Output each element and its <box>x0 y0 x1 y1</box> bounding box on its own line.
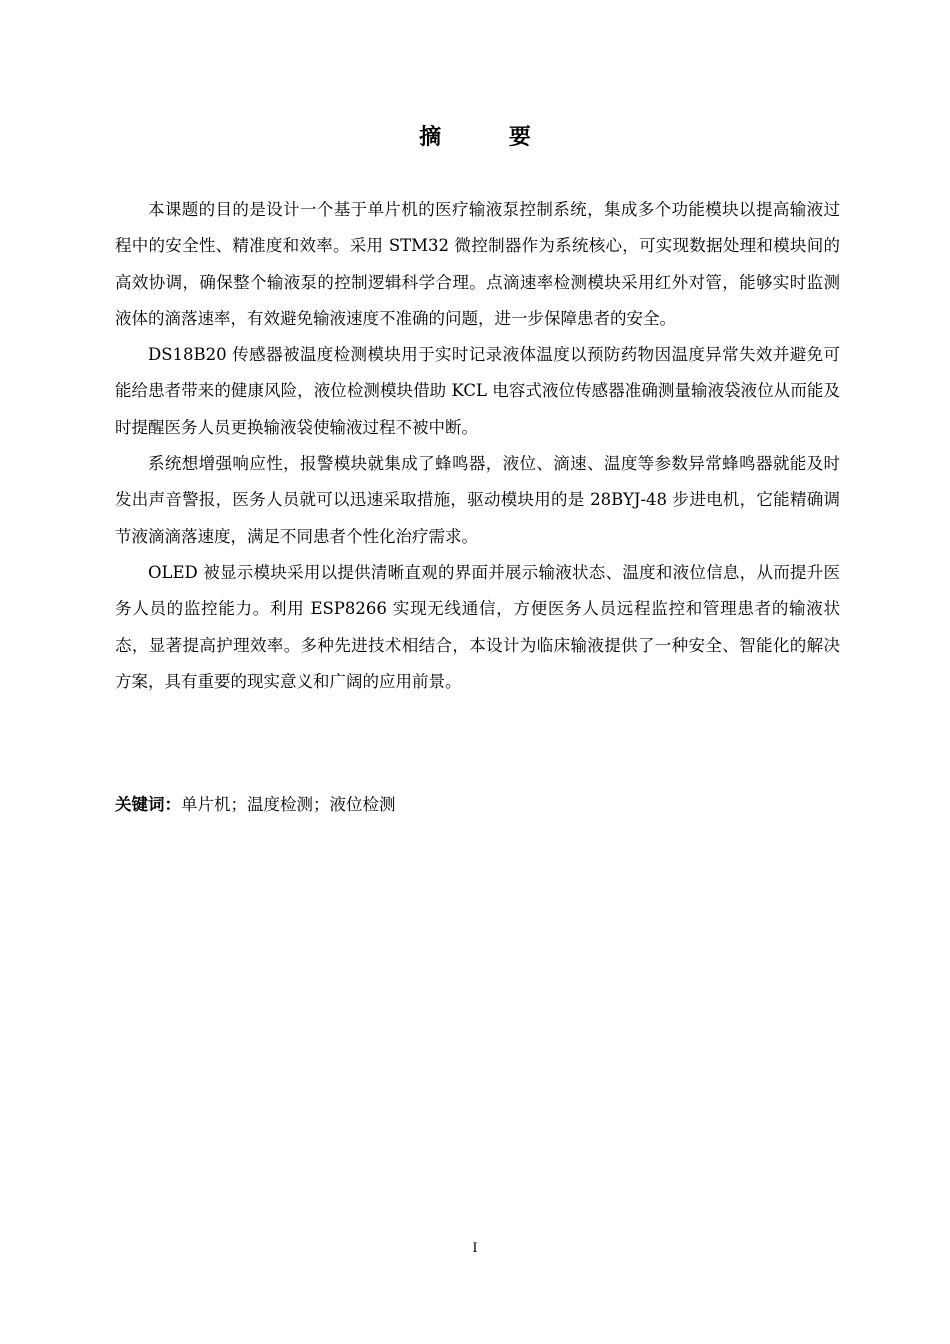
abstract-paragraph-4: OLED 被显示模块采用以提供清晰直观的界面并展示输液状态、温度和液位信息，从而提升医务人员的监控能力。利用 ESP8266 实现无线通信，方便医务人员远程监控和管理患者的输液状态，显著提高护理效率。多种先进技术相结合，本设计为临床输液提供了一种安全、智能化的解决方案，具有重要的现实意义和广阔的应用前景。 <box>115 562 840 691</box>
abstract-paragraph-1: 本课题的目的是设计一个基于单片机的医疗输液泵控制系统，集成多个功能模块以提高输液过程中的安全性、精准度和效率。采用 STM32 微控制器作为系统核心，可实现数据处理和模块间的高效协调，确保整个输液泵的控制逻辑科学合理。点滴速率检测模块采用红外对管，能够实时监测液体的滴落速率，有效避免输液速度不准确的问题，进一步保障患者的安全。 <box>115 200 840 328</box>
page-number: I <box>472 1241 478 1256</box>
page-title: 摘 要 <box>419 125 561 150</box>
abstract-paragraph-3: 系统想增强响应性，报警模块就集成了蜂鸣器，液位、滴速、温度等参数异常蜂鸣器就能及时发出声音警报，医务人员就可以迅速采取措施，驱动模块用的是 28BYJ-48 步进电机，它能精确调节液滴滴落速度，满足不同患者个性化治疗需求。 <box>115 454 840 546</box>
keywords-text: 单片机；温度检测；液位检测 <box>181 795 396 814</box>
keywords-label: 关键词： <box>115 795 181 814</box>
abstract-paragraph-2: DS18B20 传感器被温度检测模块用于实时记录液体温度以预防药物因温度异常失效并避免可能给患者带来的健康风险，液位检测模块借助 KCL 电容式液位传感器准确测量输液袋液位从而能及时提醒医务人员更换输液袋使输液过程不被中断。 <box>115 345 840 437</box>
abstract-body <box>115 192 840 700</box>
keywords-line <box>115 790 840 820</box>
